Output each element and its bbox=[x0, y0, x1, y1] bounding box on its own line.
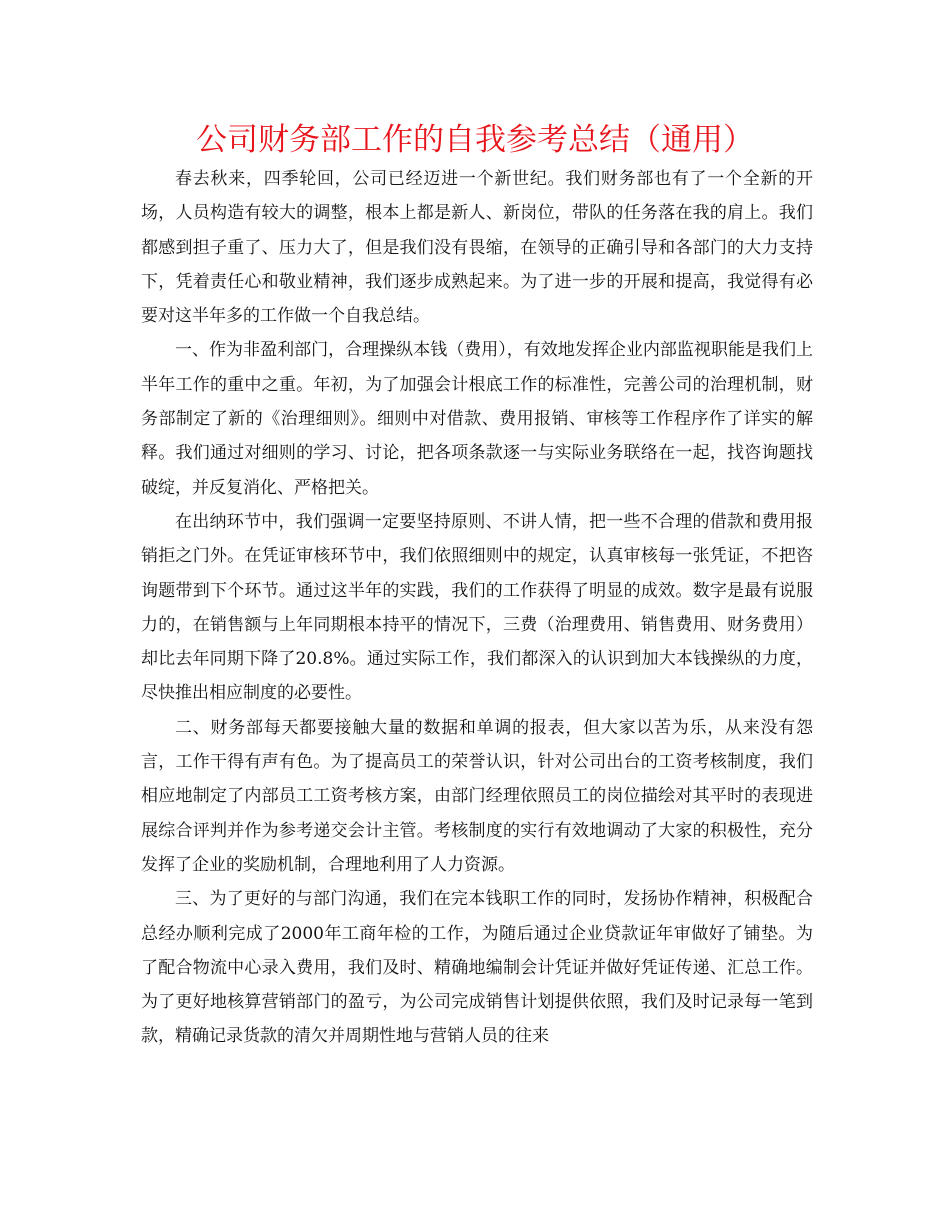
paragraph-section-3: 三、为了更好的与部门沟通，我们在完本钱职工作的同时，发扬协作精神，积极配合总经办顺利完成了2000年工商年检的工作，为随后通过企业贷款证年审做好了铺垫。为了配合物流中心录入费用，我们及时、精确地编制会计凭证并做好凭证传递、汇总工作。为了更好地核算营销部门的盈亏，为公司完成销售计划提供依照，我们及时记录每一笔到款，精确记录货款的清欠并周期性地与营销人员的往来 bbox=[141, 889, 813, 1047]
paragraph-intro: 春去秋来，四季轮回，公司已经迈进一个新世纪。我们财务部也有了一个全新的开场，人员构造有较大的调整，根本上都是新人、新岗位，带队的任务落在我的肩上。我们都感到担子重了、压力大了，但是我们没有畏缩，在领导的正确引导和各部门的大力支持下，凭着责任心和敬业精神，我们逐步成熟起来。为了进一步的开展和提高，我觉得有必要对这半年多的工作做一个自我总结。 bbox=[141, 169, 813, 327]
document-body bbox=[141, 162, 813, 1054]
document-title: 公司财务部工作的自我参考总结（通用） bbox=[196, 122, 754, 158]
paragraph-section-2: 二、财务部每天都要接触大量的数据和单调的报表，但大家以苦为乐，从来没有怨言，工作干得有声有色。为了提高员工的荣誉认识，针对公司出台的工资考核制度，我们相应地制定了内部员工工资考核方案，由部门经理依照员工的岗位描绘对其平时的表现进展综合评判并作为参考递交会计主管。考核制度的实行有效地调动了大家的积极性，充分发挥了企业的奖励机制，合理地利用了人力资源。 bbox=[141, 717, 813, 875]
paragraph-section-1: 一、作为非盈利部门，合理操纵本钱（费用），有效地发挥企业内部监视职能是我们上半年工作的重中之重。年初，为了加强会计根底工作的标准性，完善公司的治理机制，财务部制定了新的《治理细则》。细则中对借款、费用报销、审核等工作程序作了详实的解释。我们通过对细则的学习、讨论，把各项条款逐一与实际业务联络在一起，找咨询题找破绽，并反复消化、严格把关。 bbox=[141, 340, 813, 498]
paragraph-cashier: 在出纳环节中，我们强调一定要坚持原则、不讲人情，把一些不合理的借款和费用报销拒之门外。在凭证审核环节中，我们依照细则中的规定，认真审核每一张凭证，不把咨询题带到下个环节。通过这半年的实践，我们的工作获得了明显的成效。数字是最有说服力的，在销售额与上年同期根本持平的情况下，三费（治理费用、销售费用、财务费用）却比去年同期下降了20.8%。通过实际工作，我们都深入的认识到加大本钱操纵的力度，尽快推出相应制度的必要性。 bbox=[141, 511, 813, 704]
